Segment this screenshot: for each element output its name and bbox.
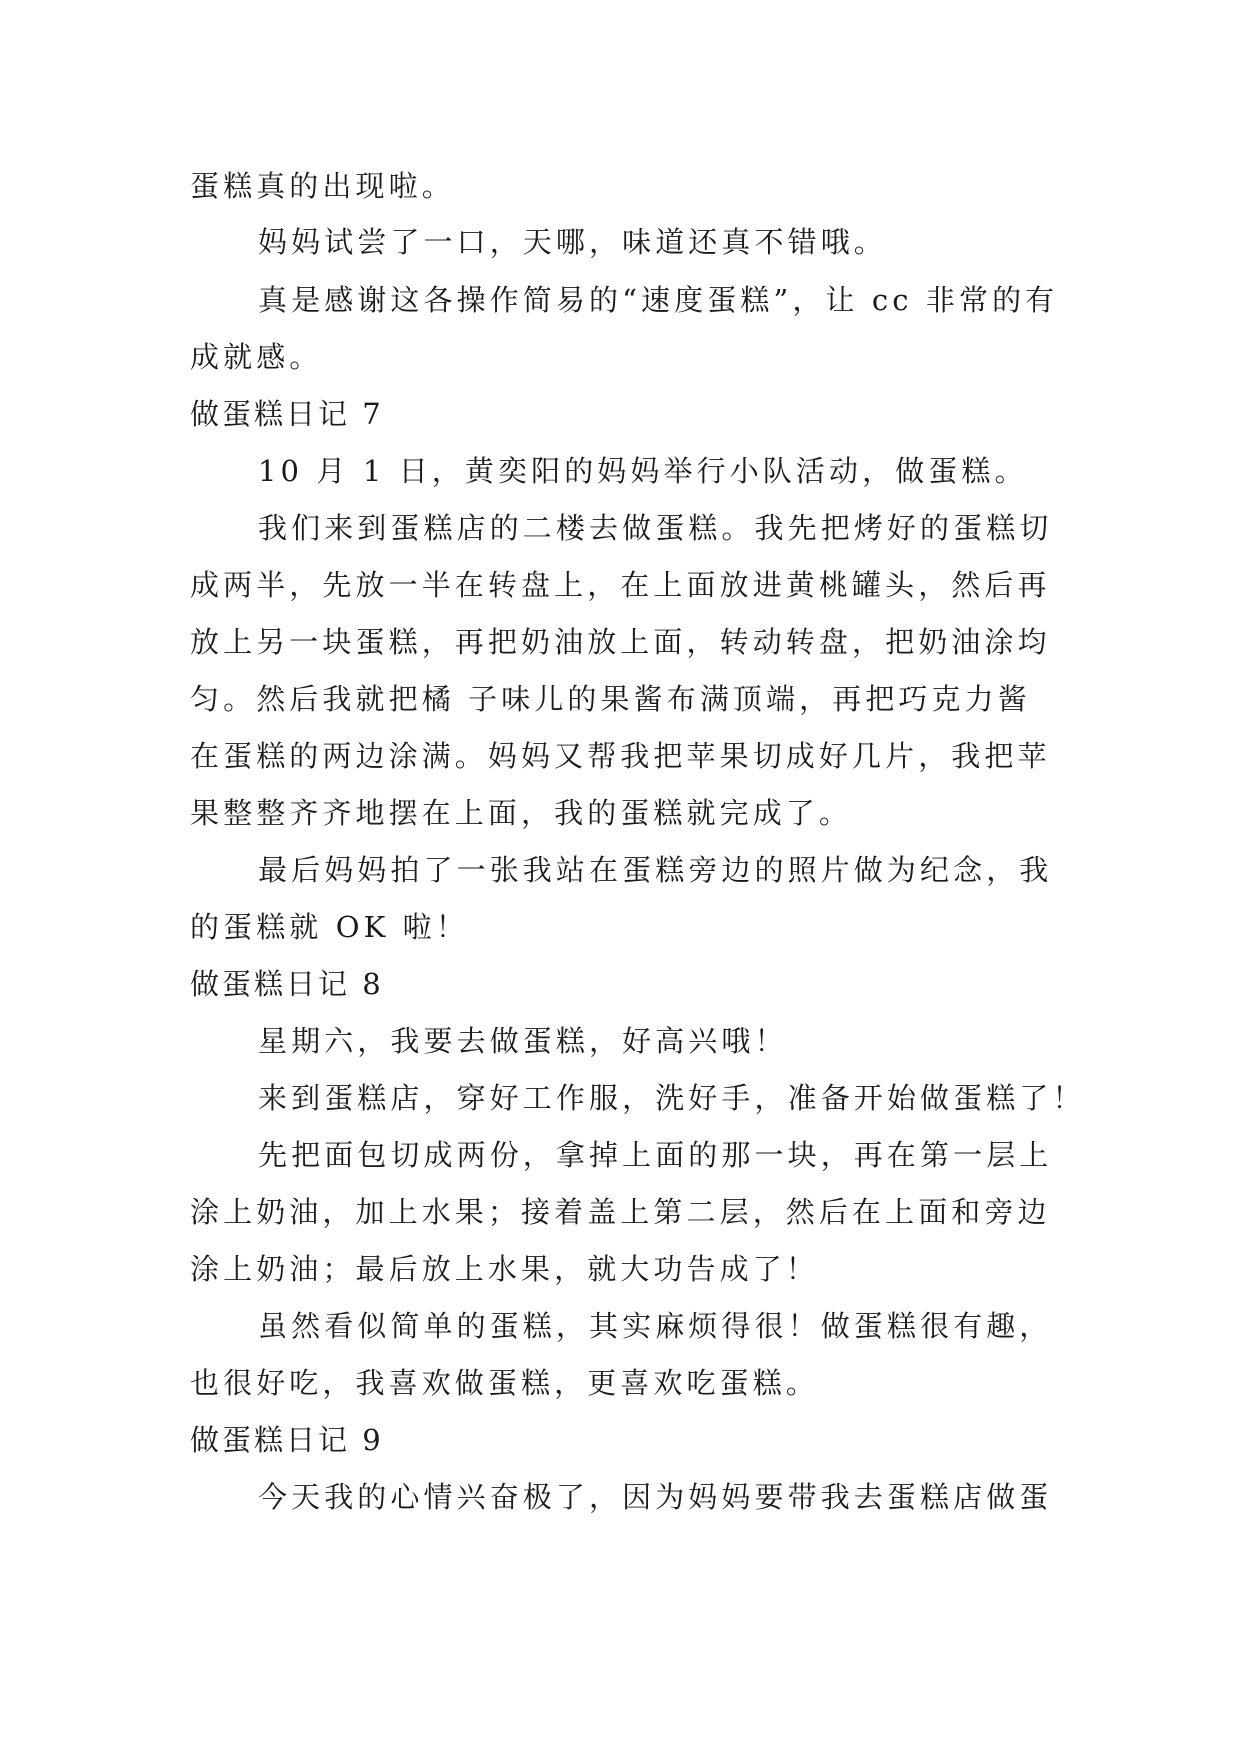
paragraph-line: 妈妈试尝了一口，天哪，味道还真不错哦。 bbox=[258, 225, 887, 259]
paragraph-line: 10 月 1 日，黄奕阳的妈妈举行小队活动，做蛋糕。 bbox=[258, 454, 1028, 488]
section-heading: 做蛋糕日记 7 bbox=[190, 397, 384, 431]
paragraph-line: 果整整齐齐地摆在上面，我的蛋糕就完成了。 bbox=[190, 796, 853, 830]
paragraph-line: 匀。然后我就把橘 子味儿的果酱布满顶端，再把巧克力酱 bbox=[190, 682, 1031, 716]
section-heading: 做蛋糕日记 9 bbox=[190, 1423, 384, 1457]
paragraph-line: 蛋糕真的出现啦。 bbox=[190, 169, 455, 203]
paragraph-line: 在蛋糕的两边涂满。妈妈又帮我把苹果切成好几片，我把苹 bbox=[190, 739, 1051, 773]
section-heading: 做蛋糕日记 8 bbox=[190, 967, 384, 1001]
paragraph-line: 成就感。 bbox=[190, 340, 323, 374]
paragraph-line: 星期六，我要去做蛋糕，好高兴哦！ bbox=[258, 1024, 788, 1058]
paragraph-line: 最后妈妈拍了一张我站在蛋糕旁边的照片做为纪念，我 bbox=[258, 853, 1053, 887]
paragraph-line: 我们来到蛋糕店的二楼去做蛋糕。我先把烤好的蛋糕切 bbox=[258, 511, 1053, 545]
paragraph-line: 的蛋糕就 OK 啦！ bbox=[190, 910, 469, 944]
paragraph-line: 先把面包切成两份，拿掉上面的那一块，再在第一层上 bbox=[258, 1138, 1053, 1172]
paragraph-line: 涂上奶油，加上水果；接着盖上第二层，然后在上面和旁边 bbox=[190, 1195, 1051, 1229]
paragraph-line: 成两半，先放一半在转盘上，在上面放进黄桃罐头，然后再 bbox=[190, 568, 1051, 602]
paragraph-line: 涂上奶油；最后放上水果，就大功告成了！ bbox=[190, 1252, 819, 1286]
paragraph-line: 虽然看似简单的蛋糕，其实麻烦得很！做蛋糕很有趣， bbox=[258, 1309, 1053, 1343]
paragraph-line: 放上另一块蛋糕，再把奶油放上面，转动转盘，把奶油涂均 bbox=[190, 625, 1051, 659]
paragraph-line: 真是感谢这各操作简易的“速度蛋糕”，让 cc 非常的有 bbox=[258, 283, 1059, 317]
paragraph-line: 今天我的心情兴奋极了，因为妈妈要带我去蛋糕店做蛋 bbox=[258, 1480, 1053, 1514]
paragraph-line: 来到蛋糕店，穿好工作服，洗好手，准备开始做蛋糕了！ bbox=[258, 1081, 1086, 1115]
paragraph-line: 也很好吃，我喜欢做蛋糕，更喜欢吃蛋糕。 bbox=[190, 1366, 819, 1400]
